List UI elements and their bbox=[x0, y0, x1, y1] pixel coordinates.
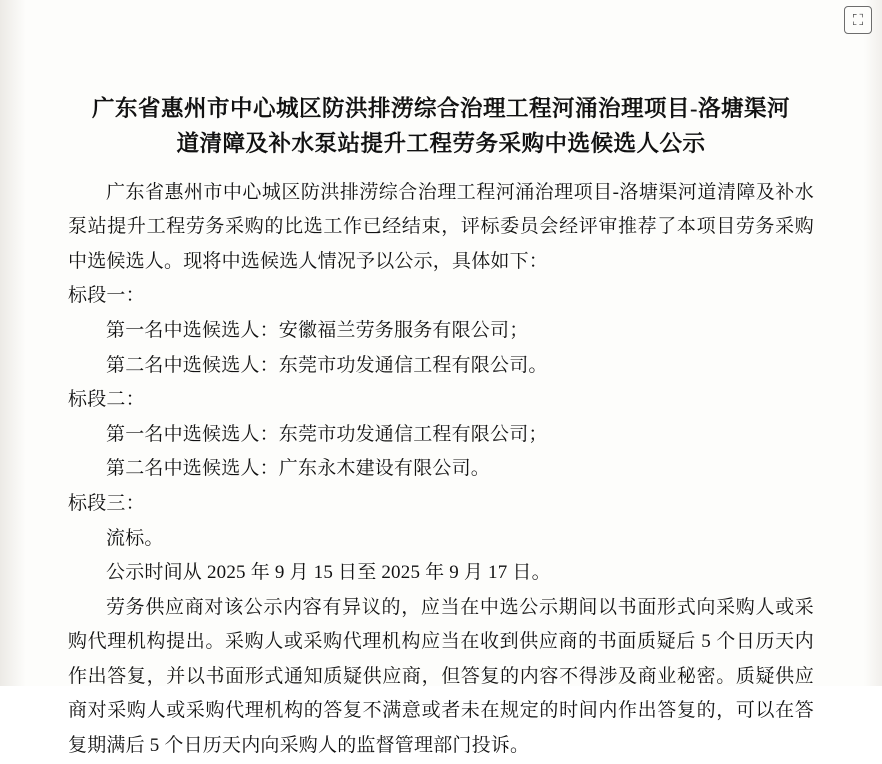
section-label-3: 标段三： bbox=[68, 492, 145, 514]
page-title bbox=[68, 92, 814, 162]
notice-period: 公示时间从 2025 年 9 月 15 日至 2025 年 9 月 17 日。 bbox=[106, 562, 551, 584]
section-1-item-1: 第一名中选候选人：安徽福兰劳务服务有限公司； bbox=[106, 320, 529, 342]
section-label-2: 标段二： bbox=[68, 389, 145, 411]
section-2-item-2: 第二名中选候选人：广东永木建设有限公司。 bbox=[106, 458, 491, 480]
section-3-item-1: 流标。 bbox=[106, 527, 164, 549]
expand-icon[interactable]: ⛶ bbox=[844, 6, 872, 34]
section-label-1: 标段一： bbox=[68, 285, 145, 307]
page-title-line-1: 广东省惠州市中心城区防洪排涝综合治理工程河涌治理项目-洛塘渠河 bbox=[92, 96, 790, 121]
page-title-line-2: 道清障及补水泵站提升工程劳务采购中选候选人公示 bbox=[176, 130, 706, 156]
objection-paragraph: 劳务供应商对该公示内容有异议的，应当在中选公示期间以书面形式向采购人或采购代理机构提出。采购人或采购代理机构应当在收到供应商的书面质疑后 5 个日历天内作出答复，并以书面形式通知质疑供应商，但答复的内容不得涉及商业秘密。质疑供应商对采购人或采购代理机构的答复不满意或者未在规定的时间内作出答复的，可以在答复期满后 5 个日历天内向采购人的监督管理部门投诉。 bbox=[68, 596, 814, 756]
section-2-item-1: 第一名中选候选人：东莞市功发通信工程有限公司； bbox=[106, 423, 548, 445]
document-body bbox=[68, 92, 814, 764]
intro-paragraph: 广东省惠州市中心城区防洪排涝综合治理工程河涌治理项目-洛塘渠河道清障及补水泵站提升工程劳务采购的比选工作已经结束，评标委员会经评审推荐了本项目劳务采购中选候选人。现将中选候选人情况予以公示，具体如下： bbox=[68, 181, 814, 272]
section-1-item-2: 第二名中选候选人：东莞市功发通信工程有限公司。 bbox=[106, 354, 548, 376]
document-text bbox=[68, 176, 814, 764]
